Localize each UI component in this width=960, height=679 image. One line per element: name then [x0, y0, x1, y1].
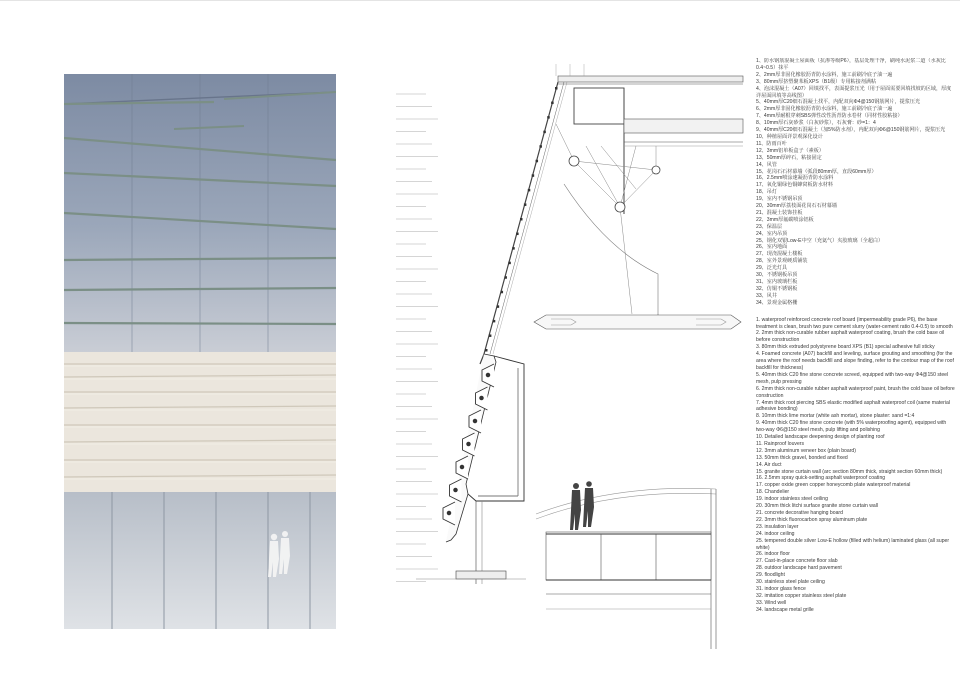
note-item: 5、40mm厚C20细石混凝土找平，内配双向Φ4@150钢筋网片，提浆压光	[756, 99, 921, 106]
note-item: 18、吊灯	[756, 189, 777, 196]
note-item: 25. tempered double silver Low-E hollow (filled with helium) laminated glass (all super white)	[756, 537, 950, 551]
note-item: 26. indoor floor	[756, 551, 790, 558]
stone-band	[64, 352, 336, 492]
note-item: 27、现浇混凝土楼板	[756, 251, 803, 258]
notes-chinese	[756, 58, 956, 307]
notes-english	[756, 317, 956, 614]
note-item: 34、景观金属格栅	[756, 299, 798, 306]
truss-nodes	[569, 156, 660, 212]
note-item: 10. Detailed landscape deepening design of planting roof	[756, 434, 885, 441]
note-item: 22、3mm厚氟碳喷涂铝板	[756, 216, 814, 223]
note-item: 31. indoor glass fence	[756, 585, 806, 592]
note-item: 1. waterproof reinforced concrete roof board (impermeability grade P6), the base treatment is clean, brush two pure cement slurry (water-cement ratio 0.4-0.5) to smooth	[756, 316, 953, 330]
wall-section-drawing	[396, 64, 751, 649]
note-item: 2、2mm厚非固化橡胶沥青防水涂料，施工前刷冷底子油一遍	[756, 71, 893, 78]
note-item: 32. imitation copper stainless steel plate	[756, 592, 847, 599]
notes-legend	[756, 58, 956, 648]
note-item: 3、80mm厚挤塑聚苯板XPS（B1级）专用粘接剂满粘	[756, 78, 877, 85]
note-item: 19. indoor stainless steel ceiling	[756, 496, 828, 503]
note-item: 20. 30mm thick litchi surface granite stone curtain wall	[756, 503, 879, 510]
note-item: 9. 40mm thick C20 fine stone concrete (with 5% waterproofing agent), equipped with two-way Φ6@150 steel mesh, pulp lifting and polishing	[756, 420, 947, 434]
facade-elevation-rendering	[64, 74, 336, 629]
note-item: 13. 50mm thick gravel, bonded and fixed	[756, 454, 848, 461]
decorative-panel	[534, 315, 741, 329]
note-item: 19、室内不锈钢吊顶	[756, 196, 803, 203]
note-item: 16、2.5mm喷涂速凝沥青防水涂料	[756, 175, 834, 182]
note-item: 10、种植屋面详景观深化设计	[756, 133, 823, 140]
note-item: 26、室内地面	[756, 244, 788, 251]
note-item: 7、4mm厚耐根穿刺SBS弹性改性沥青防水卷材（同材性胶粘接）	[756, 113, 903, 120]
note-item: 29. floodlight	[756, 572, 785, 579]
note-item: 28、室外景观硬质铺装	[756, 258, 808, 265]
note-item: 32、仿铜不锈钢板	[756, 285, 798, 292]
note-item: 15、花岗石石材幕墙（弧段80mm厚，直段60mm厚）	[756, 168, 877, 175]
note-item: 11. Rainproof louvers	[756, 440, 805, 447]
note-item: 8. 10mm thick lime mortar (white ash mortar), stone plaster: sand =1:4	[756, 413, 915, 420]
note-item: 30、不锈钢板吊顶	[756, 272, 798, 279]
note-item: 6、2mm厚非固化橡胶沥青防水涂料，施工前刷冷底子油一遍	[756, 106, 893, 113]
note-item: 16. 2.5mm spray quick-setting asphalt waterproof coating	[756, 475, 886, 482]
note-item: 24. indoor ceiling	[756, 530, 795, 537]
note-item: 15. granite stone curtain wall (arc section 80mm thick, straight section 60mm thick)	[756, 468, 943, 475]
leader-lines	[396, 94, 438, 582]
note-item: 13、50mm厚碎石，粘接固定	[756, 154, 822, 161]
top-leaders	[556, 64, 584, 76]
note-item: 22. 3mm thick fluorocarbon spray aluminum plate	[756, 516, 868, 523]
note-item: 21、混凝土装饰挂板	[756, 209, 803, 216]
note-item: 8、10mm厚石灰砂浆（白灰砂浆），石灰膏：砂=1：4	[756, 120, 876, 127]
base-structure	[416, 501, 526, 584]
note-item: 33. Wind well	[756, 599, 787, 606]
note-item: 5. 40mm thick C20 fine stone concrete screed, equipped with two-way Φ4@150 steel mesh, pulp pressing	[756, 371, 949, 385]
note-item: 7. 4mm thick root piercing SBS elastic modified asphalt waterproof coil (same material adhesive bonding)	[756, 399, 950, 413]
note-item: 21. concrete decorative hanging board	[756, 510, 843, 516]
note-item: 17、氧化铜绿色铜蜂窝板防水材料	[756, 182, 833, 189]
note-item: 14、风管	[756, 161, 777, 168]
note-item: 34. landscape metal grille	[756, 606, 814, 613]
steel-truss	[556, 124, 656, 314]
note-item: 18. Chandelier	[756, 489, 790, 496]
roof-structure	[558, 76, 743, 214]
note-item: 20、30mm厚荔枝面花岗石石材幕墙	[756, 203, 837, 210]
note-item: 17. copper oxide green copper honeycomb plate waterproof material	[756, 482, 911, 489]
note-item: 4. Foamed concrete (A07) backfill and leveling, surface grouting and smoothing (for the area where the roof needs backfill and slope finding, refer to the contour map of the roof backfill for thickness)	[756, 351, 954, 371]
note-item: 12、3mm铝单板盒子（素板）	[756, 147, 824, 154]
note-item: 28. outdoor landscape hard pavement	[756, 565, 842, 572]
note-item: 1、防水钢筋混凝土屋面板（抗渗等级P6），基层处理干净，刷纯水泥浆二道（水灰比0.4~0.5）抹平	[756, 58, 946, 71]
glass-fence-detail	[536, 488, 716, 649]
note-item: 2. 2mm thick non-curable rubber asphalt waterproof coating, brush the cold base oil before construction	[756, 330, 945, 344]
note-item: 4、泡沫混凝土（A07）回填找平，表面提浆压光（用于屋面需要回填找坡的区域，厚度详屋面回填等高线图）	[756, 85, 952, 99]
note-item: 29、泛光灯具	[756, 265, 788, 272]
note-item: 27. Cast-in-place concrete floor slab	[756, 558, 838, 565]
lower-glass-wall	[64, 492, 336, 629]
note-item: 3. 80mm thick extruded polystyrene board XPS (B1) special adhesive full sticky	[756, 344, 935, 351]
note-item: 23、保温层	[756, 223, 783, 230]
note-item: 24、室内吊顶	[756, 230, 788, 237]
note-item: 25、钢化双银Low-E中空（充氦气）夹胶玻璃（全超白）	[756, 237, 884, 244]
note-item: 14. Air duct	[756, 461, 782, 468]
note-item: 31、室内玻璃栏板	[756, 279, 798, 285]
note-item: 12. 3mm aluminum veneer box (plain board)	[756, 447, 856, 454]
note-item: 23. insulation layer	[756, 523, 799, 530]
note-item: 6. 2mm thick non-curable rubber asphalt waterproof paint, brush the cold base oil before construction	[756, 385, 955, 399]
note-item: 9、40mm厚C20细石混凝土（加5%防水剂），内配双向Φ6@150钢筋网片，提浆压光	[756, 127, 946, 134]
top-rule	[0, 0, 960, 1]
human-figures-icon	[570, 481, 594, 530]
arc-ceiling	[564, 184, 658, 314]
note-item: 30. stainless steel plate ceiling	[756, 579, 825, 586]
note-item: 11、防雨百叶	[756, 140, 787, 147]
note-item: 33、风井	[756, 292, 777, 299]
